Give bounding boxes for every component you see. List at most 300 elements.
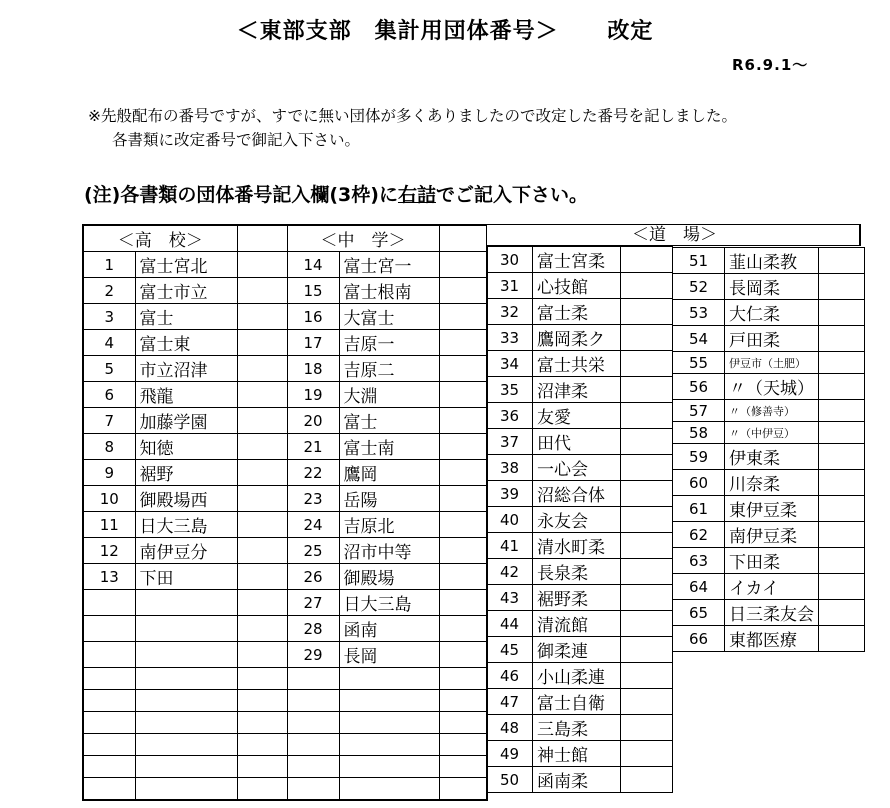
team-name-cell	[533, 481, 621, 507]
team-name-cell	[339, 252, 439, 278]
team-name: 韮山柔教	[729, 253, 797, 273]
team-name: 三島柔	[537, 720, 588, 740]
team-name: 函南	[343, 621, 378, 641]
code-entry-box	[439, 512, 487, 538]
team-name-cell	[725, 548, 819, 574]
team-name-cell	[339, 590, 439, 616]
revision-label: 改定	[607, 19, 654, 44]
code-entry-box	[237, 756, 287, 778]
team-number	[287, 712, 339, 734]
team-name: 戸田柔	[729, 331, 780, 351]
team-number: 13	[83, 564, 135, 590]
table-row	[487, 403, 673, 429]
team-name-cell	[339, 330, 439, 356]
team-number: 48	[487, 715, 533, 741]
table-row	[83, 512, 487, 538]
code-entry-box	[439, 460, 487, 486]
team-name-cell	[135, 460, 237, 486]
team-name: 下田柔	[729, 553, 780, 573]
team-number: 43	[487, 585, 533, 611]
code-entry-box	[819, 374, 865, 400]
team-name-cell	[725, 444, 819, 470]
team-name: 伊東柔	[729, 449, 780, 469]
table-row	[83, 642, 487, 668]
team-name: 日三柔友会	[729, 605, 814, 625]
code-entry-box	[819, 400, 865, 422]
team-name-cell	[533, 247, 621, 273]
code-entry-box	[237, 304, 287, 330]
notice-line-2: 各書類に改定番号で御記入下さい。	[112, 131, 361, 149]
table-row	[673, 548, 865, 574]
team-name: 富士自衛	[537, 694, 605, 714]
team-number: 10	[83, 486, 135, 512]
table-row	[673, 626, 865, 652]
team-name-cell	[725, 422, 819, 444]
team-name-cell	[135, 668, 237, 690]
code-entry-box	[237, 712, 287, 734]
team-name-cell	[725, 248, 819, 274]
team-number: 5	[83, 356, 135, 382]
team-number: 8	[83, 434, 135, 460]
team-name-cell	[725, 496, 819, 522]
code-entry-box	[439, 668, 487, 690]
team-number: 63	[673, 548, 725, 574]
team-name: 小山柔連	[537, 668, 605, 688]
team-name-cell	[533, 663, 621, 689]
dojo-header-label: ＜道 場＞	[632, 225, 717, 245]
team-name: 裾野	[139, 465, 174, 485]
team-number: 25	[287, 538, 339, 564]
code-entry-box	[621, 299, 673, 325]
code-entry-box	[621, 273, 673, 299]
team-name-cell	[339, 434, 439, 460]
team-name: 沼津柔	[537, 382, 588, 402]
team-number: 62	[673, 522, 725, 548]
team-name-cell	[533, 507, 621, 533]
team-number: 45	[487, 637, 533, 663]
team-name-cell	[533, 377, 621, 403]
team-name-cell	[135, 778, 237, 801]
table-row	[487, 481, 673, 507]
team-number: 39	[487, 481, 533, 507]
team-name: 御殿場	[343, 569, 395, 589]
team-name: 岳陽	[343, 491, 378, 511]
table-row	[487, 533, 673, 559]
team-number	[287, 778, 339, 801]
team-name: 鷹岡	[343, 465, 378, 485]
table-row	[83, 304, 487, 330]
table-row	[487, 299, 673, 325]
code-entry-box	[237, 778, 287, 801]
team-number: 16	[287, 304, 339, 330]
table-row	[673, 600, 865, 626]
table-row	[487, 507, 673, 533]
team-name-cell	[339, 356, 439, 382]
team-name: 吉原北	[343, 517, 395, 537]
team-name-cell	[135, 304, 237, 330]
team-name-cell	[339, 756, 439, 778]
team-name-cell	[135, 734, 237, 756]
table-row	[83, 690, 487, 712]
team-name-cell	[533, 689, 621, 715]
code-entry-box	[439, 356, 487, 382]
code-entry-box	[439, 252, 487, 278]
team-number: 34	[487, 351, 533, 377]
team-name-cell	[533, 585, 621, 611]
code-entry-box	[237, 734, 287, 756]
team-name: 函南柔	[537, 772, 588, 792]
team-name-cell	[533, 455, 621, 481]
team-number: 56	[673, 374, 725, 400]
code-entry-box	[621, 481, 673, 507]
code-entry-box	[439, 304, 487, 330]
team-number: 33	[487, 325, 533, 351]
team-name-cell	[533, 299, 621, 325]
team-number: 55	[673, 352, 725, 374]
table-row	[83, 434, 487, 460]
team-number: 12	[83, 538, 135, 564]
team-number: 66	[673, 626, 725, 652]
team-name: 〃（修善寺）	[729, 404, 795, 418]
team-name-cell	[339, 778, 439, 801]
team-name-cell	[135, 330, 237, 356]
code-entry-box	[621, 247, 673, 273]
team-name-cell	[533, 273, 621, 299]
team-number	[83, 756, 135, 778]
code-entry-box	[439, 690, 487, 712]
code-entry-box	[621, 403, 673, 429]
table-row	[673, 522, 865, 548]
code-entry-box	[439, 564, 487, 590]
code-box-header	[439, 225, 487, 252]
team-name-cell	[339, 382, 439, 408]
team-name-cell	[533, 351, 621, 377]
code-entry-box	[819, 548, 865, 574]
team-number: 40	[487, 507, 533, 533]
team-name: 富士根南	[343, 283, 412, 303]
code-entry-box	[819, 274, 865, 300]
team-number: 37	[487, 429, 533, 455]
table-row	[487, 637, 673, 663]
team-name: 吉原二	[343, 361, 395, 381]
code-entry-box	[439, 382, 487, 408]
team-name-cell	[339, 690, 439, 712]
code-entry-box	[439, 278, 487, 304]
team-name: 田代	[537, 434, 571, 454]
team-number: 20	[287, 408, 339, 434]
team-name: 加藤学園	[139, 413, 208, 433]
team-name-cell	[339, 712, 439, 734]
team-name: 富士共栄	[537, 356, 605, 376]
team-number: 19	[287, 382, 339, 408]
team-name: 清水町柔	[537, 538, 605, 558]
team-name: 友愛	[537, 408, 571, 428]
team-name: 伊豆市（土肥）	[729, 356, 806, 370]
team-number: 26	[287, 564, 339, 590]
code-entry-box	[237, 564, 287, 590]
team-number: 24	[287, 512, 339, 538]
team-number	[287, 668, 339, 690]
table-row	[83, 778, 487, 801]
team-name-cell	[339, 278, 439, 304]
code-entry-box	[621, 351, 673, 377]
team-name-cell	[135, 642, 237, 668]
team-name: 富士宮柔	[537, 252, 605, 272]
code-entry-box	[237, 330, 287, 356]
code-entry-box	[621, 637, 673, 663]
table-row	[83, 668, 487, 690]
team-name: 吉原一	[343, 335, 395, 355]
team-number: 7	[83, 408, 135, 434]
team-name: 神士館	[537, 746, 588, 766]
caution-underlined: 右詰	[397, 184, 436, 206]
table-row	[83, 616, 487, 642]
team-name: 鷹岡柔ク	[537, 330, 605, 350]
team-number: 18	[287, 356, 339, 382]
table-row	[487, 247, 673, 273]
team-name-cell	[725, 374, 819, 400]
team-name-cell	[533, 611, 621, 637]
code-entry-box	[237, 356, 287, 382]
table-row	[83, 538, 487, 564]
table-row	[487, 585, 673, 611]
code-entry-box	[819, 422, 865, 444]
team-name-cell	[339, 616, 439, 642]
code-entry-box	[621, 663, 673, 689]
team-name-cell	[135, 382, 237, 408]
team-number	[83, 616, 135, 642]
team-number	[83, 690, 135, 712]
code-entry-box	[237, 668, 287, 690]
team-name-cell	[725, 326, 819, 352]
team-name: 富士東	[139, 335, 191, 355]
caution-after: でご記入下さい。	[435, 184, 588, 206]
table-row	[83, 486, 487, 512]
team-name-cell	[135, 278, 237, 304]
team-number: 32	[487, 299, 533, 325]
code-entry-box	[819, 326, 865, 352]
team-name-cell	[339, 486, 439, 512]
team-name: 富士	[139, 309, 174, 329]
code-entry-box	[621, 611, 673, 637]
team-name-cell	[533, 325, 621, 351]
code-entry-box	[819, 626, 865, 652]
code-entry-box	[237, 642, 287, 668]
table-row	[487, 715, 673, 741]
team-number	[83, 590, 135, 616]
team-name-cell	[135, 356, 237, 382]
code-entry-box	[621, 585, 673, 611]
team-number: 61	[673, 496, 725, 522]
table-row	[673, 496, 865, 522]
table-row	[673, 470, 865, 496]
team-number: 17	[287, 330, 339, 356]
code-entry-box	[237, 252, 287, 278]
table-row	[83, 278, 487, 304]
team-number: 64	[673, 574, 725, 600]
code-entry-box	[621, 533, 673, 559]
team-name: 裾野柔	[537, 590, 588, 610]
team-number: 15	[287, 278, 339, 304]
code-entry-box	[237, 486, 287, 512]
code-entry-box	[237, 690, 287, 712]
team-number: 50	[487, 767, 533, 793]
code-entry-box	[819, 300, 865, 326]
code-entry-box	[237, 408, 287, 434]
code-entry-box	[621, 741, 673, 767]
team-name-cell	[725, 400, 819, 422]
team-name-cell	[725, 600, 819, 626]
code-entry-box	[621, 715, 673, 741]
team-name-cell	[533, 429, 621, 455]
code-entry-box	[439, 408, 487, 434]
team-name: 東伊豆柔	[729, 501, 797, 521]
team-number: 49	[487, 741, 533, 767]
team-name-cell	[339, 564, 439, 590]
code-entry-box	[621, 767, 673, 793]
table-row	[487, 663, 673, 689]
team-name: 〃（天城）	[729, 379, 814, 399]
team-number: 28	[287, 616, 339, 642]
team-number: 35	[487, 377, 533, 403]
team-number: 46	[487, 663, 533, 689]
team-name-cell	[725, 574, 819, 600]
team-name-cell	[339, 668, 439, 690]
team-number	[83, 668, 135, 690]
code-entry-box	[819, 470, 865, 496]
team-name: 知徳	[139, 439, 174, 459]
team-name: 沼総合体	[537, 486, 605, 506]
code-entry-box	[621, 455, 673, 481]
team-name: 清流館	[537, 616, 588, 636]
table-row	[487, 351, 673, 377]
code-entry-box	[439, 642, 487, 668]
table-row	[83, 356, 487, 382]
team-name-cell	[533, 403, 621, 429]
team-name: 長岡柔	[729, 279, 780, 299]
team-number: 14	[287, 252, 339, 278]
team-number	[83, 712, 135, 734]
code-entry-box	[621, 507, 673, 533]
code-entry-box	[819, 496, 865, 522]
team-name: 日大三島	[139, 517, 208, 537]
team-name-cell	[135, 756, 237, 778]
school-table	[82, 224, 488, 801]
team-name: 南伊豆柔	[729, 527, 797, 547]
table-row	[673, 574, 865, 600]
notice-line-1: ※先般配布の番号ですが、すでに無い団体が多くありましたので改定した番号を記しました。	[88, 107, 737, 125]
table-row	[673, 444, 865, 470]
table-row	[83, 408, 487, 434]
revision-date: R6.9.1～	[732, 56, 809, 74]
table-row	[487, 767, 673, 793]
section-header-high-school: ＜高 校＞	[83, 225, 237, 252]
code-entry-box	[439, 778, 487, 801]
team-number: 58	[673, 422, 725, 444]
team-name: 東都医療	[729, 631, 797, 651]
team-number: 30	[487, 247, 533, 273]
team-name-cell	[135, 486, 237, 512]
code-box-header	[237, 225, 287, 252]
team-number: 3	[83, 304, 135, 330]
title-text: ＜東部支部 集計用団体番号＞	[236, 19, 559, 44]
team-number: 53	[673, 300, 725, 326]
table-row	[673, 374, 865, 400]
team-name: 大富士	[343, 309, 395, 329]
table-row	[487, 429, 673, 455]
table-row	[673, 274, 865, 300]
team-name: 沼市中等	[343, 543, 412, 563]
team-name-cell	[135, 512, 237, 538]
team-name-cell	[339, 538, 439, 564]
table-row	[83, 564, 487, 590]
table-row	[487, 559, 673, 585]
table-row	[673, 422, 865, 444]
code-entry-box	[237, 382, 287, 408]
table-row	[487, 455, 673, 481]
team-name: 南伊豆分	[139, 543, 208, 563]
team-name-cell	[533, 637, 621, 663]
team-number: 51	[673, 248, 725, 274]
section-header-middle-school: ＜中 学＞	[287, 225, 439, 252]
code-entry-box	[237, 434, 287, 460]
page-title	[0, 14, 890, 45]
team-name: 富士	[343, 413, 378, 433]
table-row	[487, 325, 673, 351]
table-row	[673, 326, 865, 352]
team-number	[287, 690, 339, 712]
code-entry-box	[439, 616, 487, 642]
team-name-cell	[725, 300, 819, 326]
code-entry-box	[819, 574, 865, 600]
table-row	[83, 252, 487, 278]
caution-note	[84, 180, 588, 207]
team-number: 4	[83, 330, 135, 356]
team-number: 60	[673, 470, 725, 496]
team-name: 富士宮北	[139, 257, 208, 277]
team-name-cell	[135, 408, 237, 434]
code-entry-box	[237, 278, 287, 304]
table-row	[83, 590, 487, 616]
team-number: 41	[487, 533, 533, 559]
team-number: 38	[487, 455, 533, 481]
table-row	[673, 248, 865, 274]
table-row	[673, 300, 865, 326]
team-name: 川奈柔	[729, 475, 780, 495]
team-number: 29	[287, 642, 339, 668]
table-row	[83, 712, 487, 734]
team-number	[83, 642, 135, 668]
team-name: 大仁柔	[729, 305, 780, 325]
table-row	[83, 756, 487, 778]
code-entry-box	[819, 522, 865, 548]
code-entry-box	[439, 756, 487, 778]
section-header-dojo	[487, 225, 717, 247]
dojo-table-2	[672, 247, 865, 652]
team-name: 御柔連	[537, 642, 588, 662]
code-entry-box	[237, 512, 287, 538]
team-number	[287, 734, 339, 756]
table-row	[487, 741, 673, 767]
code-entry-box	[439, 734, 487, 756]
team-name-cell	[533, 559, 621, 585]
team-name-cell	[533, 741, 621, 767]
team-number: 31	[487, 273, 533, 299]
team-name-cell	[339, 512, 439, 538]
code-entry-box	[439, 486, 487, 512]
team-number	[83, 778, 135, 801]
team-name-cell	[725, 352, 819, 374]
